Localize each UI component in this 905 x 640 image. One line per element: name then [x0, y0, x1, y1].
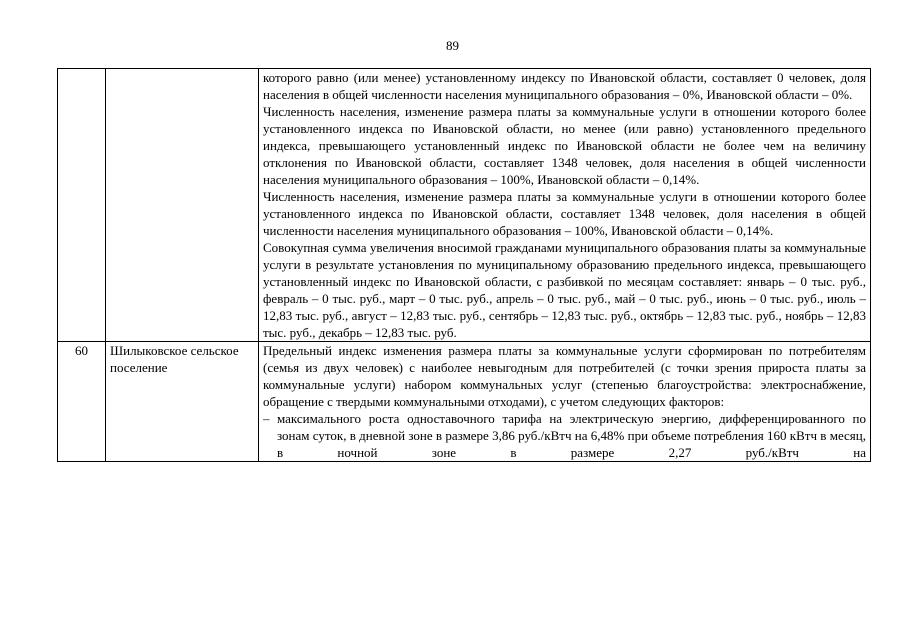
description-paragraph: Совокупная сумма увеличения вносимой гражданами муниципального образования платы за коммунальные услуги в результате установления по муниципальному образованию предельного индекса, превышающего установленный индекс по Ивановской области, с разбивкой по месяцам составляет: январь – 0 тыс. руб., февраль – 0 тыс. руб., март – 0 тыс. руб., апрель – 0 тыс. руб., май – 0 тыс. руб., июнь – 0 тыс. руб., июль – 12,83 тыс. руб., август – 12,83 тыс. руб., сентябрь – 12,83 тыс. руб., октябрь – 12,83 тыс. руб., ноябрь – 12,83 тыс. руб., декабрь – 12,83 тыс. руб. — [263, 240, 866, 340]
bullet-marker: – — [263, 411, 270, 426]
municipality-name-cell — [106, 69, 259, 342]
description-paragraph: которого равно (или менее) установленному индексу по Ивановской области, составляет 0 человек, доля населения в общей численности населения муниципального образования – 0%, Ивановской области – 0%. — [263, 70, 866, 102]
page-number: 89 — [446, 38, 459, 53]
document-table — [57, 68, 871, 462]
description-cell — [259, 342, 871, 462]
description-paragraph: Предельный индекс изменения размера платы за коммунальные услуги сформирован по потребителям (семья из двух человек) с наиболее невыгодным для потребителей (с точки зрения прироста платы за коммунальные услуги) набором коммунальных услуг (степенью благоустройства: электроснабжение, обращение с твердыми коммунальными отходами), с учетом следующих факторов: — [263, 343, 866, 409]
row-number-cell: 60 — [58, 342, 106, 462]
table-row — [58, 69, 871, 342]
description-paragraph: Численность населения, изменение размера платы за коммунальные услуги в отношении которого более установленного индекса по Ивановской области, но менее (или равно) установленного предельного индекса, превышающего установленный индекс по Ивановской области не более чем на величину отклонения по Ивановской области, составляет 1348 человек, доля населения в общей численности населения муниципального образования – 100%, Ивановской области – 0,14%. — [263, 104, 866, 187]
row-number-cell — [58, 69, 106, 342]
description-cell — [259, 69, 871, 342]
table-row — [58, 342, 871, 462]
bullet-text: максимального роста одноставочного тарифа на электрическую энергию, дифференцированного по зонам суток, в дневной зоне в размере 3,86 руб./кВтч на 6,48% при объеме потребления 160 кВтч в месяц, в ночной зоне в размере 2,27 руб./кВтч на — [277, 411, 866, 460]
municipality-name-cell: Шилыковское сельское поселение — [106, 342, 259, 462]
bullet-item — [263, 410, 866, 461]
description-paragraph: Численность населения, изменение размера платы за коммунальные услуги в отношении которого более установленного индекса по Ивановской области, составляет 1348 человек, доля населения в общей численности населения муниципального образования – 100%, Ивановской области – 0,14%. — [263, 189, 866, 238]
